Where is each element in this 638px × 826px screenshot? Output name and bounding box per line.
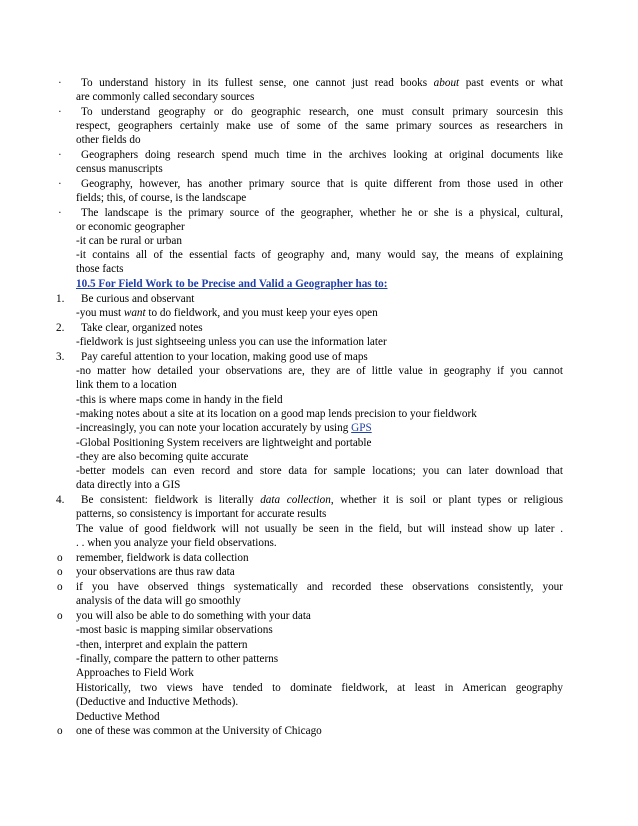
- bullet-marker: o: [57, 725, 63, 737]
- paragraph-line: your observations are thus raw data: [76, 566, 235, 578]
- subheading: Approaches to Field Work: [76, 667, 194, 679]
- bullet-marker: ·: [58, 178, 62, 190]
- paragraph-line: -it can be rural or urban: [76, 235, 182, 247]
- paragraph-line: Historically, two views have tended to dominate fieldwork, at least in American geography: [76, 682, 563, 694]
- paragraph-line: are commonly called secondary sources: [76, 91, 255, 103]
- bullet-marker: o: [57, 552, 63, 564]
- list-item-title: Take clear, organized notes: [81, 322, 203, 334]
- paragraph-line: -making notes about a site at its location on a good map lends precision to your fieldwork: [76, 408, 477, 420]
- paragraph-line: fields; this, of course, is the landscape: [76, 192, 247, 204]
- paragraph-line: data directly into a GIS: [76, 479, 181, 491]
- paragraph-line: -then, interpret and explain the pattern: [76, 639, 248, 651]
- paragraph-line: -no matter how detailed your observations are, they are of little value in geography if you cannot: [76, 365, 563, 377]
- list-number: 4.: [56, 494, 65, 506]
- bullet-marker: ·: [58, 106, 62, 118]
- paragraph-line: -increasingly, you can note your location accurately by using GPS: [76, 422, 372, 434]
- paragraph-line: . . when you analyze your field observations.: [76, 537, 277, 549]
- list-number: 2.: [56, 322, 65, 334]
- paragraph-line: if you have observed things systematically and recorded these observations consistently, your: [76, 581, 563, 593]
- paragraph-line: To understand geography or do geographic research, one must consult primary sourcesin this: [81, 106, 563, 118]
- paragraph-line: -this is where maps come in handy in the field: [76, 394, 283, 406]
- section-heading: 10.5 For Field Work to be Precise and Valid a Geographer has to:: [76, 278, 388, 290]
- paragraph-line: analysis of the data will go smoothly: [76, 595, 241, 607]
- paragraph-line: (Deductive and Inductive Methods).: [76, 696, 239, 708]
- paragraph-line: To understand history in its fullest sense, one cannot just read books about past events or what: [81, 77, 563, 89]
- paragraph-line: Be consistent: fieldwork is literally data collection, whether it is soil or plant types or religious: [81, 494, 563, 506]
- bullet-marker: ·: [58, 77, 62, 89]
- bullet-marker: ·: [58, 149, 62, 161]
- bullet-marker: o: [57, 566, 63, 578]
- paragraph-line: remember, fieldwork is data collection: [76, 552, 249, 564]
- bullet-marker: o: [57, 581, 63, 593]
- paragraph-line: census manuscripts: [76, 163, 163, 175]
- paragraph-line: -finally, compare the pattern to other patterns: [76, 653, 279, 665]
- bullet-marker: o: [57, 610, 63, 622]
- list-number: 3.: [56, 351, 65, 363]
- paragraph-line: The landscape is the primary source of the geographer, whether he or she is a physical, cultural,: [81, 207, 563, 219]
- paragraph-line: other fields do: [76, 134, 141, 146]
- list-item-title: Pay careful attention to your location, making good use of maps: [81, 351, 368, 363]
- paragraph-line: patterns, so consistency is important for accurate results: [76, 508, 327, 520]
- gps-link[interactable]: GPS: [351, 422, 372, 434]
- subheading: Deductive Method: [76, 711, 160, 723]
- paragraph-line: link them to a location: [76, 379, 177, 391]
- paragraph-line: -they are also becoming quite accurate: [76, 451, 249, 463]
- list-item-title: Be curious and observant: [81, 293, 195, 305]
- paragraph-line: respect, geographers certainly make use of some of the same primary sources as researchers in: [76, 120, 563, 132]
- paragraph-line: -it contains all of the essential facts of geography and, many would say, the means of explaining: [76, 249, 563, 261]
- paragraph-line: -Global Positioning System receivers are lightweight and portable: [76, 437, 372, 449]
- paragraph-line: -most basic is mapping similar observations: [76, 624, 273, 636]
- paragraph-line: The value of good fieldwork will not usually be seen in the field, but will instead show up later .: [76, 523, 563, 535]
- paragraph-line: you will also be able to do something with your data: [76, 610, 311, 622]
- bullet-marker: ·: [58, 207, 62, 219]
- list-number: 1.: [56, 293, 65, 305]
- paragraph-line: -better models can even record and store data for sample locations; you can later download that: [76, 465, 563, 477]
- paragraph-line: Geography, however, has another primary source that is quite different from those used in other: [81, 178, 563, 190]
- paragraph-line: -you must want to do fieldwork, and you must keep your eyes open: [76, 307, 378, 319]
- paragraph-line: -fieldwork is just sightseeing unless you can use the information later: [76, 336, 387, 348]
- paragraph-line: Geographers doing research spend much time in the archives looking at original documents like: [81, 149, 563, 161]
- paragraph-line: those facts: [76, 263, 124, 275]
- paragraph-line: one of these was common at the University of Chicago: [76, 725, 322, 737]
- paragraph-line: or economic geographer: [76, 221, 185, 233]
